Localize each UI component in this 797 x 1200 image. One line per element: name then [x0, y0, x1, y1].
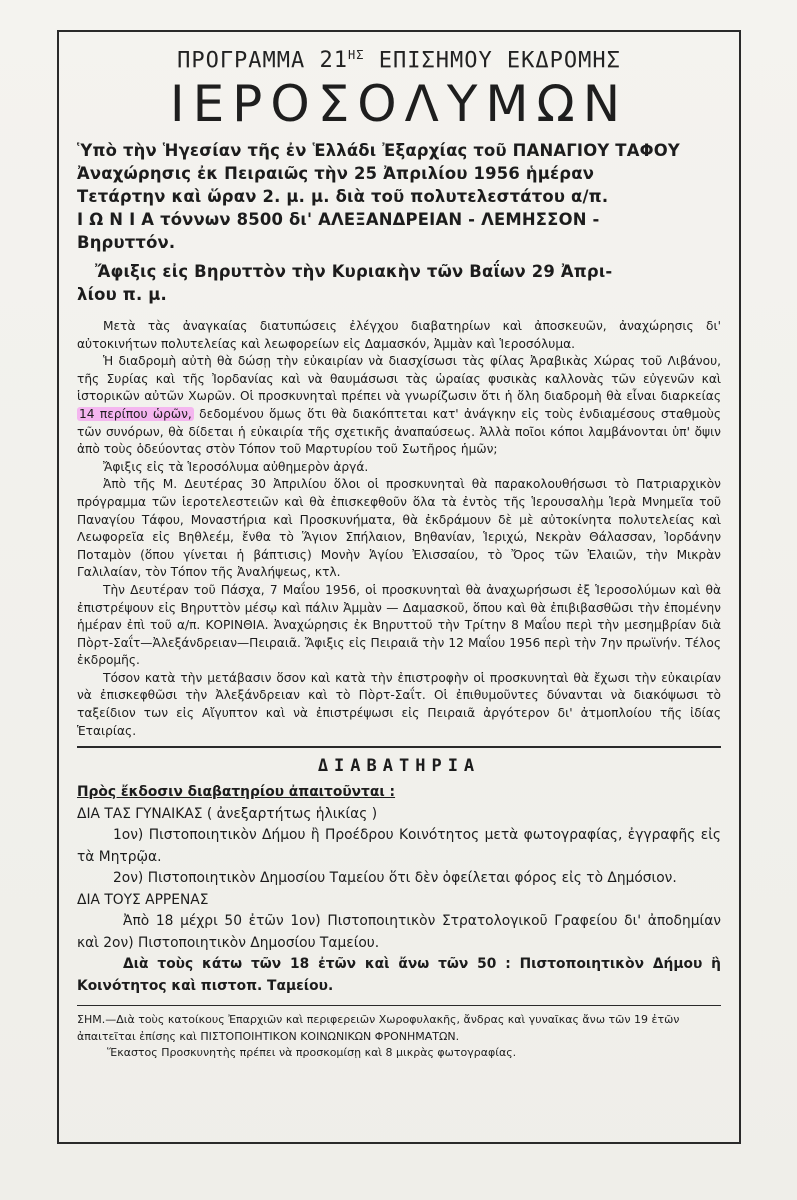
paragraph: Τὴν Δευτέραν τοῦ Πάσχα, 7 Μαΐου 1956, οἱ προσκυνηταὶ θὰ ἀναχωρήσωσι ἐξ Ἱεροσολύμων καὶ θὰ ἐπιστρέψουν εἰς Βηρυττὸν μέσῳ καὶ πάλιν Ἀμμὰν — Δαμασκοῦ, ὅπου καὶ θὰ ἐπιβιβασθῶσι τὴν ἐπομένην ἡμέραν ἐπὶ τοῦ α/π. ΚΟΡΙΝΘΙΑ. Ἀναχώρησις ἐκ Βηρυττοῦ τὴν Τρίτην 8 Μαΐου περὶ τὴν μεσημβρίαν διὰ Πὸρτ-Σαΐτ—Ἀλεξάνδρειαν—Πειραιᾶ. Ἄφιξις εἰς Πειραιᾶ τὴν 12 Μαΐου 1956 περὶ τὴν 7ην πρωϊνήν. Τέλος ἐκδρομῆς.: [77, 582, 721, 668]
lead-block: [77, 139, 721, 306]
lead-line: Ι Ω Ν Ι Α τόννων 8500 δι' ΑΛΕΞΑΝΔΡΕΙΑΝ - ΛΕΜΗΣΣΟΝ -: [77, 210, 600, 229]
lead-line: Βηρυττόν.: [77, 233, 176, 252]
footnote-line: Ἕκαστος Προσκυνητὴς πρέπει νὰ προσκομίσῃ καὶ 8 μικρὰς φωτογραφίας.: [107, 1046, 517, 1060]
passports-section: [77, 782, 721, 997]
paragraph: Τόσον κατὰ τὴν μετάβασιν ὅσον καὶ κατὰ τὴν ἐπιστροφὴν οἱ προσκυνηταὶ θὰ ἔχωσι τὴν εὐκαιρίαν νὰ ἐπισκεφθῶσι τὴν Ἀλεξάνδρειαν καὶ τὸ Πὸρτ-Σαΐτ. Οἱ ἐπιθυμοῦντες δύνανται νὰ διακόψωσι τὸ ταξείδιον των εἰς Αἴγυπτον καὶ νὰ ἐπιστρέψωσι εἰς Πειραιᾶ ἀργότερον δι' ἀτμοπλοίου τῆς ἰδίας Ἑταιρίας.: [77, 670, 721, 738]
program-heading-rest: ΕΠΙΣΗΜΟΥ ΕΚΔΡΟΜΗΣ: [364, 48, 621, 73]
women-requirement-2: 2ον) Πιστοποιητικὸν Δημοσίου Ταμείου ὅτι δὲν ὀφείλεται φόρος εἰς τὸ Δημόσιον.: [113, 870, 677, 887]
lead-line: Ἀναχώρησις ἐκ Πειραιῶς τὴν 25 Ἀπριλίου 1956 ἡμέραν: [77, 164, 595, 183]
men-requirement-2: Διὰ τοὺς κάτω τῶν 18 ἐτῶν καὶ ἄνω τῶν 50 : Πιστοποιητικὸν Δήμου ἢ Κοινότητος καὶ πιστοπ. Ταμείου.: [77, 956, 721, 994]
footnote-line: ΣΗΜ.—Διὰ τοὺς κατοίκους Ἐπαρχιῶν καὶ περιφερειῶν Χωροφυλακῆς, ἄνδρας καὶ γυναῖκας ἄνω τῶν 19 ἐτῶν ἀπαιτεῖται ἐπίσης καὶ ΠΙΣΤΟΠΟΙΗΤΙΚΟΝ ΚΟΙΝΩΝΙΚΩΝ ΦΡΟΝΗΜΑΤΩΝ.: [77, 1013, 680, 1043]
women-heading: ΔΙΑ ΤΑΣ ΓΥΝΑΙΚΑΣ ( ἀνεξαρτήτως ἡλικίας ): [77, 805, 378, 822]
men-heading: ΔΙΑ ΤΟΥΣ ΑΡΡΕΝΑΣ: [77, 891, 209, 908]
paragraph-text: Ἡ διαδρομὴ αὐτὴ θὰ δώσῃ τὴν εὐκαιρίαν νὰ διασχίσωσι τὰς φίλας Ἀραβικὰς Χώρας τοῦ Λιβάνου, τῆς Συρίας καὶ τῆς Ἰορδανίας καὶ νὰ θαυμάσωσι τὰς ὡραίας φυσικὰς καλλονὰς τῶν εὐγενῶν καὶ ἱστορικῶν αὐτῶν Χωρῶν. Οἱ προσκυνηταὶ πρέπει νὰ γνωρίζωσιν ὅτι ἡ ὅλη διαδρομὴ θὰ εἶναι διαρκείας: [77, 354, 721, 404]
paragraph-text: δεδομένου ὅμως ὅτι θὰ διακόπτεται κατ' ἀνάγκην εἰς τοὺς ἐνδιαμέσους σταθμοὺς τῶν συνόρων, θὰ δίδεται ἡ εὐκαιρία τῆς σχετικῆς ἀναπαύσεως. Ἀλλὰ ποῖοι κόποι λαμβάνονται ὑπ' ὄψιν ἀπὸ τοὺς ὁδεύοντας στὸν Τόπον τοῦ Μαρτυρίου τοῦ Σωτῆρος ἡμῶν;: [77, 406, 721, 457]
page-title: ΙΕΡΟΣΟΛΥΜΩΝ: [169, 75, 629, 133]
passports-intro: Πρὸς ἔκδοσιν διαβατηρίου ἀπαιτοῦνται :: [77, 784, 396, 801]
body-text: [77, 318, 721, 740]
program-heading: [77, 48, 721, 73]
women-requirement-1: 1ον) Πιστοποιητικὸν Δήμου ἢ Προέδρου Κοινότητος μετὰ φωτογραφίας, ἐγγραφῆς εἰς τὰ Μητρῷα.: [77, 827, 721, 865]
paragraph: Μετὰ τὰς ἀναγκαίας διατυπώσεις ἐλέγχου διαβατηρίων καὶ ἀποσκευῶν, ἀναχώρησις δι' αὐτοκινήτων πολυτελείας καὶ λεωφορείων εἰς Δαμασκόν, Ἀμμὰν καὶ Ἱεροσόλυμα.: [77, 319, 721, 351]
paragraph: [77, 353, 721, 459]
arrival-line: Ἄφιξις εἰς Βηρυττὸν τὴν Κυριακὴν τῶν Βαΐων 29 Ἀπρι-: [95, 262, 613, 281]
divider: [77, 746, 721, 748]
highlighted-duration: 14 περίπου ὡρῶν,: [79, 406, 192, 421]
arrival-line: λίου π. μ.: [77, 285, 167, 304]
paragraph: Ἀπὸ τῆς Μ. Δευτέρας 30 Ἀπριλίου ὅλοι οἱ προσκυνηταὶ θὰ παρακολουθήσωσι τὸ Πατριαρχικὸν πρόγραμμα τῶν ἱεροτελεστειῶν καὶ θὰ ἐπισκεφθοῦν ὅλα τὰ ἐντὸς τῆς Ἱερουσαλὴμ Ἱερὰ Μνημεῖα τοῦ Παναγίου Τάφου, Μοναστήρια καὶ Προσκυνήματα, θὰ ἐκδράμουν δὲ μὲ αὐτοκίνητα πολυτελείας καὶ Λεωφορεῖα εἰς Βηθλεέμ, ἔνθα τὸ Ἅγιον Σπήλαιον, Βηθανίαν, Ἱεριχώ, Νεκρὰν Θάλασσαν, Ἰορδάνην Ποταμὸν (ὅπου γίνεται ἡ βάπτισις) Μονὴν Ἁγίου Ἐλισσαίου, τὸ Ὄρος τῶν Ἐλαιῶν, τὴν Μικρὰν Γαλιλαίαν, τὸν Τόπον τῆς Ἀναλήψεως, κτλ.: [77, 477, 721, 580]
program-heading-sup: ΗΣ: [348, 48, 365, 62]
program-heading-text: ΠΡΟΓΡΑΜΜΑ 21: [177, 48, 349, 73]
lead-line: Τετάρτην καὶ ὥραν 2. μ. μ. διὰ τοῦ πολυτελεστάτου α/π.: [77, 187, 609, 206]
divider: [77, 1005, 721, 1006]
footnote: [77, 1012, 721, 1062]
document-frame: [57, 30, 741, 1144]
lead-line: Ὑπὸ τὴν Ἡγεσίαν τῆς ἐν Ἑλλάδι Ἐξαρχίας τοῦ ΠΑΝΑΓΙΟΥ ΤΑΦΟΥ: [77, 141, 680, 160]
passports-heading: ΔΙΑΒΑΤΗΡΙΑ: [317, 756, 481, 777]
paragraph: Ἄφιξις εἰς τὰ Ἱεροσόλυμα αὐθημερὸν ἀργά.: [103, 459, 369, 474]
men-requirement-1: Ἀπὸ 18 μέχρι 50 ἐτῶν 1ον) Πιστοποιητικὸν Στρατολογικοῦ Γραφείου δι' ἀποδημίαν καὶ 2ον) Πιστοποιητικὸν Δημοσίου Ταμείου.: [77, 913, 721, 951]
